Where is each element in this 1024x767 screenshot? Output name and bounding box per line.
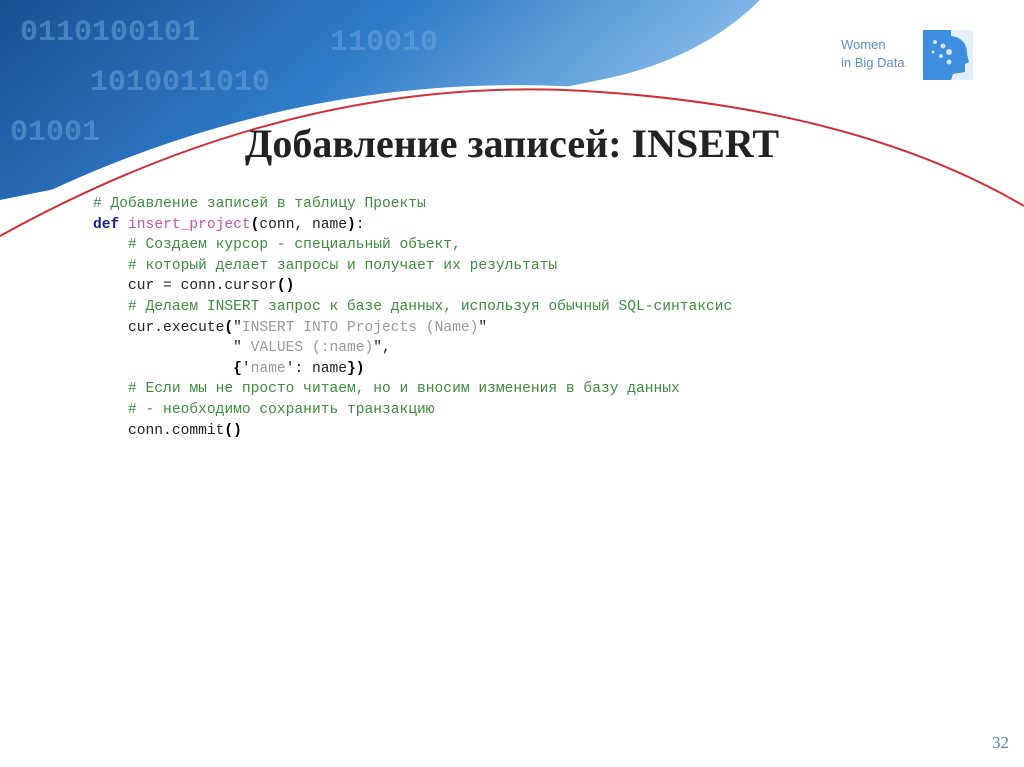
code-token: INSERT INTO Projects (Name) [241,319,479,336]
logo-line2: in Big Data [841,55,905,70]
code-line [93,235,732,256]
code-line [93,318,732,339]
code-token [93,299,128,315]
svg-text:01001: 01001 [10,116,101,150]
code-token: ' [241,360,251,377]
code-token [93,381,128,397]
code-token: def [93,216,120,233]
code-token: ( [224,319,234,336]
code-line [93,338,732,359]
code-token: # Добавление записей в таблицу Проекты [93,196,426,212]
code-token: cur = conn.cursor [93,278,277,295]
code-token: ) [347,216,356,233]
page-number: 32 [992,733,1009,752]
code-block [93,194,732,441]
code-token: # Если мы не просто читаем, но и вносим изменения в базу данных [128,381,680,398]
code-token: conn.commit [93,422,225,439]
code-token [93,258,128,274]
code-token [93,402,128,418]
slide-title: Добавление записей: INSERT [244,121,780,166]
code-token: () [276,278,295,295]
code-token: " [478,319,488,336]
code-token [119,217,128,233]
code-token [93,361,233,377]
code-line [93,256,732,277]
code-token: # который делает запросы и получает их результаты [128,257,558,274]
code-line [93,400,732,421]
code-token: # Делаем INSERT запрос к базе данных, используя обычный SQL-синтаксис [128,298,733,315]
code-token: }) [347,360,365,377]
svg-text:0110100101: 0110100101 [20,16,201,50]
logo-head-icon [923,30,973,80]
code-token: " [233,319,242,336]
logo-text [841,36,905,72]
code-token: # Создаем курсор - специальный объект, [128,237,461,254]
code-token: cur.execute [93,319,225,336]
code-token: # - необходимо сохранить транзакцию [128,401,435,418]
code-token: name [250,360,286,377]
code-token: ( [250,216,260,233]
code-token: " [93,340,242,357]
code-line [93,297,732,318]
code-line [93,421,732,442]
code-token: { [233,360,242,377]
code-token: VALUES (:name) [241,340,374,357]
code-token: ", [373,340,391,357]
code-line [93,359,732,380]
code-token: conn, name [259,216,347,233]
code-line [93,379,732,400]
svg-text:110010: 110010 [330,26,439,60]
code-line [93,276,732,297]
svg-text:1010011010: 1010011010 [90,66,271,100]
code-token: : [355,216,365,233]
code-token: insert_project [128,216,251,233]
code-line [93,194,732,215]
code-token: ': name [285,360,347,377]
logo-line1: Women [841,37,886,52]
code-line [93,215,732,236]
code-token [93,237,128,253]
code-token: () [224,422,242,439]
